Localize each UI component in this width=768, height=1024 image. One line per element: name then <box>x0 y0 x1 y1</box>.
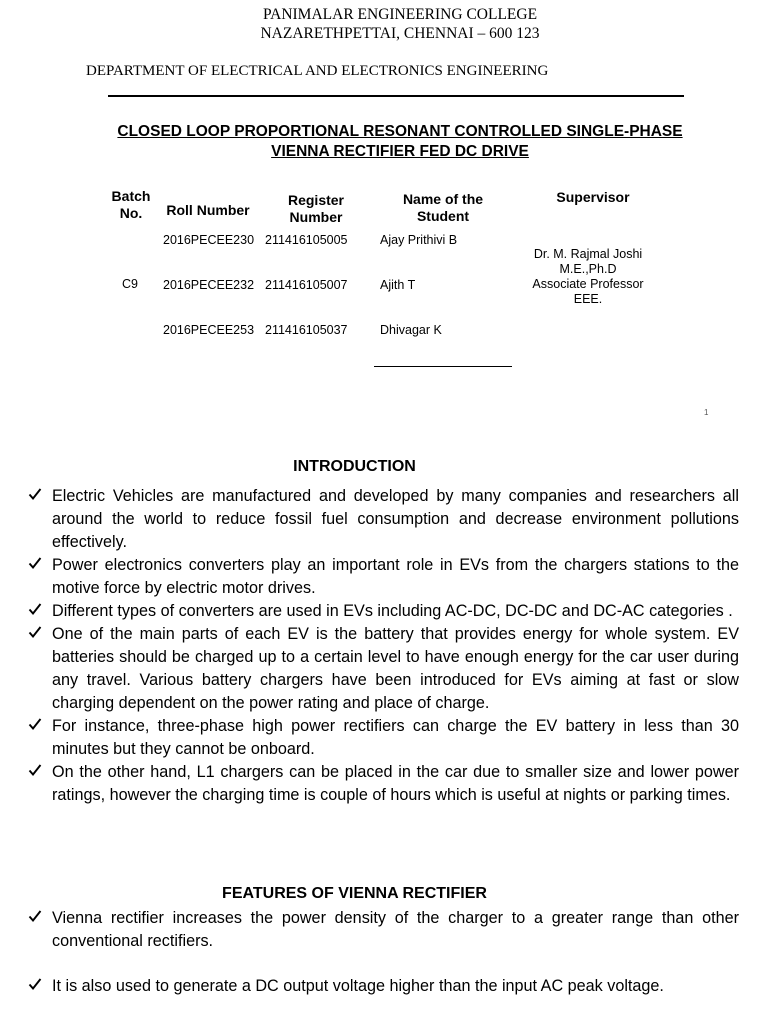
page-number: 1 <box>704 408 709 417</box>
header-register-number: Register Number <box>287 192 345 225</box>
row-3-roll: 2016PECEE253 <box>163 323 255 337</box>
row-3-register: 211416105037 <box>265 323 348 337</box>
project-title <box>0 122 768 162</box>
row-1-name: Ajay Prithivi B <box>380 233 458 247</box>
checkmark-icon <box>28 975 48 998</box>
checkmark-icon <box>28 554 48 577</box>
supervisor-details <box>520 247 656 307</box>
list-item: Power electronics converters play an important role in EVs from the chargers stations to the motive force by electric motor drives. <box>28 554 739 600</box>
row-1-roll: 2016PECEE230 <box>163 233 255 247</box>
list-item: Different types of converters are used in EVs including AC-DC, DC-DC and DC-AC categories . <box>28 600 739 623</box>
checkmark-icon <box>28 623 48 646</box>
list-item: Electric Vehicles are manufactured and developed by many companies and researchers all around the world to reduce fossil fuel consumption and decrease environment pollutions effectively. <box>28 485 739 554</box>
header-batch-no: Batch No. <box>111 188 151 221</box>
supervisor-name: Dr. M. Rajmal Joshi <box>533 247 643 261</box>
introduction-list <box>28 485 739 807</box>
checkmark-icon <box>28 907 48 930</box>
project-title-line2: VIENNA RECTIFIER FED DC DRIVE <box>271 143 529 160</box>
batch-number: C9 <box>122 277 138 291</box>
features-heading: FEATURES OF VIENNA RECTIFIER <box>222 885 487 902</box>
checkmark-icon <box>28 600 48 623</box>
checkmark-icon <box>28 715 48 738</box>
features-list <box>28 907 739 998</box>
row-3-name: Dhivagar K <box>380 323 442 337</box>
header-student-name: Name of the Student <box>402 191 484 224</box>
header-roll-number: Roll Number <box>166 202 250 218</box>
checkmark-icon <box>28 761 48 784</box>
header-supervisor: Supervisor <box>556 189 630 205</box>
college-name: PANIMALAR ENGINEERING COLLEGE <box>262 6 538 23</box>
supervisor-designation: Associate Professor <box>532 277 644 291</box>
department-name: DEPARTMENT OF ELECTRICAL AND ELECTRONICS ENGINEERING <box>86 63 549 79</box>
checkmark-icon <box>28 485 48 508</box>
supervisor-degree: M.E.,Ph.D <box>559 262 617 276</box>
row-2-register: 211416105007 <box>265 278 348 292</box>
project-title-line1: CLOSED LOOP PROPORTIONAL RESONANT CONTROLLED SINGLE-PHASE <box>117 123 683 140</box>
list-item: For instance, three-phase high power rectifiers can charge the EV battery in less than 30 minutes but they cannot be onboard. <box>28 715 739 761</box>
introduction-heading: INTRODUCTION <box>293 458 416 475</box>
signature-line <box>374 366 512 367</box>
list-item: Vienna rectifier increases the power density of the charger to a greater range than other conventional rectifiers. <box>28 907 739 953</box>
row-2-name: Ajith T <box>380 278 416 292</box>
supervisor-dept: EEE. <box>573 292 603 306</box>
list-item: It is also used to generate a DC output voltage higher than the input AC peak voltage. <box>28 975 739 998</box>
college-header <box>0 5 768 43</box>
list-item: One of the main parts of each EV is the battery that provides energy for whole system. EV batteries should be charged up to a certain level to have enough energy for the car user during any travel. Various battery chargers have been introduced for EVs aiming at fast or slow charging dependent on the power rating and place of charge. <box>28 623 739 715</box>
list-item: On the other hand, L1 chargers can be placed in the car due to smaller size and lower power ratings, however the charging time is couple of hours which is useful at nights or parking times. <box>28 761 739 807</box>
header-divider <box>108 95 684 97</box>
row-1-register: 211416105005 <box>265 233 348 247</box>
row-2-roll: 2016PECEE232 <box>163 278 255 292</box>
college-address: NAZARETHPETTAI, CHENNAI – 600 123 <box>260 25 540 42</box>
